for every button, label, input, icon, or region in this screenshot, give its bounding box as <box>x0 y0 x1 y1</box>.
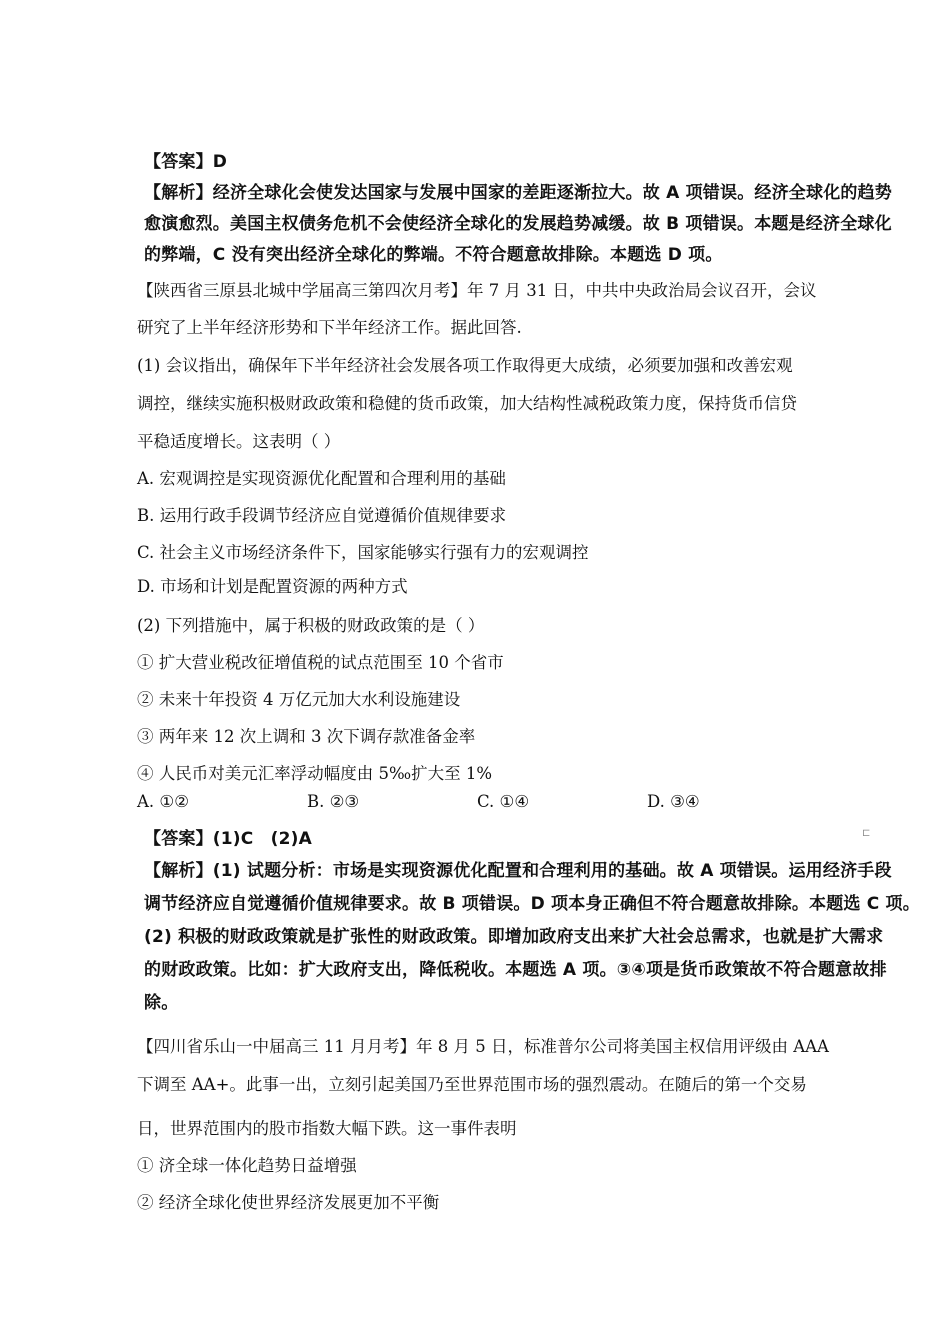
option-a: A. 宏观调控是实现资源优化配置和合理利用的基础 <box>137 469 506 488</box>
answer-options <box>137 792 757 814</box>
question-stem-line: 【四川省乐山一中届高三 11 月月考】年 8 月 5 日，标准普尔公司将美国主权信用评级由 AAA <box>137 1037 829 1056</box>
statement-item: ① 济全球一体化趋势日益增强 <box>137 1156 357 1175</box>
analysis-line: 的财政政策。比如：扩大政府支出，降低税收。本题选 A 项。③④项是货币政策故不符合题意故排 <box>144 960 887 980</box>
analysis-line: 【解析】(1) 试题分析：市场是实现资源优化配置和合理利用的基础。故 A 项错误。运用经济手段 <box>144 861 892 881</box>
question-stem-line: 【陕西省三原县北城中学届高三第四次月考】年 7 月 31 日，中共中央政治局会议召开，会议 <box>137 281 817 300</box>
answer-label: 【答案】D <box>144 152 228 172</box>
option-d: D. ③④ <box>647 792 700 811</box>
question-stem-line: 日，世界范围内的股市指数大幅下跌。这一事件表明 <box>137 1119 517 1138</box>
option-c: C. 社会主义市场经济条件下，国家能够实行强有力的宏观调控 <box>137 543 589 562</box>
question-stem-line: 调控，继续实施积极财政政策和稳健的货币政策，加大结构性减税政策力度，保持货币信贷 <box>137 394 797 413</box>
answer-label: 【答案】(1)C (2)A <box>144 829 312 849</box>
measure-item: ④ 人民币对美元汇率浮动幅度由 5‰扩大至 1% <box>137 764 493 783</box>
option-c: C. ①④ <box>477 792 530 811</box>
analysis-line: 愈演愈烈。美国主权债务危机不会使经济全球化的发展趋势减缓。故 B 项错误。本题是经济全球化 <box>144 214 892 234</box>
question-stem-line: 平稳适度增长。这表明（ ） <box>137 432 341 451</box>
measure-item: ① 扩大营业税改征增值税的试点范围至 10 个省市 <box>137 653 504 672</box>
question-stem-line: 下调至 AA+。此事一出，立刻引起美国乃至世界范围市场的强烈震动。在随后的第一个交易 <box>137 1075 807 1094</box>
measure-item: ③ 两年来 12 次上调和 3 次下调存款准备金率 <box>137 727 476 746</box>
analysis-line: 的弊端，C 没有突出经济全球化的弊端。不符合题意故排除。本题选 D 项。 <box>144 245 723 265</box>
analysis-line: 除。 <box>144 993 179 1013</box>
analysis-line: 调节经济应自觉遵循价值规律要求。故 B 项错误。D 项本身正确但不符合题意故排除。本题选 C 项。 <box>144 894 920 914</box>
option-b: B. ②③ <box>307 792 360 811</box>
measure-item: ② 未来十年投资 4 万亿元加大水利设施建设 <box>137 690 461 709</box>
question-stem-line: (1) 会议指出，确保年下半年经济社会发展各项工作取得更大成绩，必须要加强和改善宏观 <box>137 356 793 375</box>
statement-item: ② 经济全球化使世界经济发展更加不平衡 <box>137 1193 440 1212</box>
analysis-line: (2) 积极的财政政策就是扩张性的财政政策。即增加政府支出来扩大社会总需求，也就是扩大需求 <box>144 927 884 947</box>
option-b: B. 运用行政手段调节经济应自觉遵循价值规律要求 <box>137 506 507 525</box>
analysis-line: 【解析】经济全球化会使发达国家与发展中国家的差距逐渐拉大。故 A 项错误。经济全球化的趋势 <box>144 183 892 203</box>
sub-question: (2) 下列措施中，属于积极的财政政策的是（ ） <box>137 616 485 635</box>
option-a: A. ①② <box>137 792 189 811</box>
question-stem-line: 研究了上半年经济形势和下半年经济工作。据此回答. <box>137 318 522 337</box>
corner-mark: ⊏ <box>862 828 871 839</box>
option-d: D. 市场和计划是配置资源的两种方式 <box>137 577 408 596</box>
